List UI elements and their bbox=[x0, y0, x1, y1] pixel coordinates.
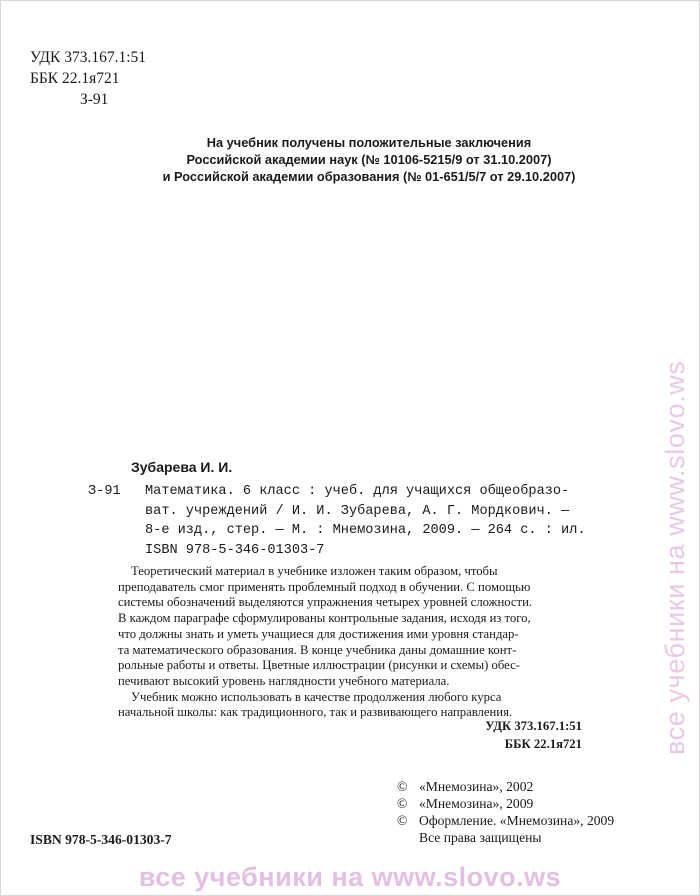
abstract-line: начальной школы: как традиционного, так и развивающего направления. bbox=[118, 705, 513, 720]
classification-block-bottom bbox=[485, 717, 582, 753]
abstract-line: Учебник можно использовать в качестве продолжения любого курса bbox=[131, 689, 502, 704]
approval-line-1: На учебник получены положительные заключения bbox=[206, 135, 532, 150]
abstract-line: преподаватель смог применять проблемный подход в обучении. С помощью bbox=[118, 579, 531, 594]
udk-code: 373.167.1:51 bbox=[64, 49, 147, 66]
bbk-bottom: ББК 22.1я721 bbox=[504, 737, 582, 751]
abstract-line: В каждом параграфе сформулированы контрольные задания, исходя из того, bbox=[118, 611, 531, 626]
copyright-block bbox=[397, 778, 614, 846]
copyright-icon: © bbox=[397, 813, 408, 828]
record-line-1: Математика. 6 класс : учеб. для учащихся общеобразо- bbox=[145, 484, 570, 499]
abstract-line: рольные работы и ответы. Цветные иллюстрации (рисунки и схемы) обес- bbox=[118, 658, 520, 673]
copyright-line-1: «Мнемозина», 2002 bbox=[419, 779, 534, 794]
copyright-icon: © bbox=[397, 779, 408, 794]
approval-notice bbox=[0, 134, 700, 185]
copyright-line-3: Оформление. «Мнемозина», 2009 bbox=[419, 813, 615, 828]
abstract-line: что должны знать и уметь учащиеся для достижения ими уровня стандар- bbox=[118, 626, 519, 641]
bibliographic-record bbox=[88, 482, 586, 541]
abstract-line: печивают высокий уровень наглядности учебного материала. bbox=[118, 673, 450, 688]
abstract-line: системы обозначений выделяются упражнения четырех уровней сложности. bbox=[118, 595, 533, 610]
approval-line-2: Российской академии наук (№ 10106-5215/9 от 31.10.2007) bbox=[186, 152, 552, 167]
copyright-line-2: «Мнемозина», 2009 bbox=[419, 796, 534, 811]
record-code: З-91 bbox=[88, 484, 121, 499]
bbk-label: ББК bbox=[30, 70, 59, 87]
bbk-code: 22.1я721 bbox=[62, 70, 120, 87]
record-isbn: ISBN 978-5-346-01303-7 bbox=[145, 543, 325, 558]
udk-bottom: УДК 373.167.1:51 bbox=[485, 719, 582, 733]
author-mark: З-91 bbox=[80, 91, 109, 108]
approval-line-3: и Российской академии образования (№ 01-651/5/7 от 29.10.2007) bbox=[162, 169, 576, 184]
copyright-icon: © bbox=[397, 796, 408, 811]
record-author: Зубарева И. И. bbox=[131, 459, 233, 475]
watermark-bottom: все учебники на www.slovo.ws bbox=[138, 862, 562, 892]
rights-reserved: Все права защищены bbox=[419, 830, 542, 845]
record-line-3: 8-е изд., стер. — М. : Мнемозина, 2009. — 264 с. : ил. bbox=[145, 523, 586, 538]
abstract-line: та математического образования. В конце учебника даны домашние конт- bbox=[118, 642, 517, 657]
udk-label: УДК bbox=[30, 49, 61, 66]
watermark-side: все учебники на www.slovo.ws bbox=[660, 360, 690, 755]
classification-block-top bbox=[30, 47, 146, 110]
isbn-bottom: ISBN 978-5-346-01303-7 bbox=[30, 832, 172, 847]
record-line-2: ват. учреждений / И. И. Зубарева, А. Г. Мордкович. — bbox=[145, 503, 570, 519]
abstract bbox=[118, 564, 573, 721]
abstract-line: Теоретический материал в учебнике изложен таким образом, чтобы bbox=[131, 564, 498, 578]
